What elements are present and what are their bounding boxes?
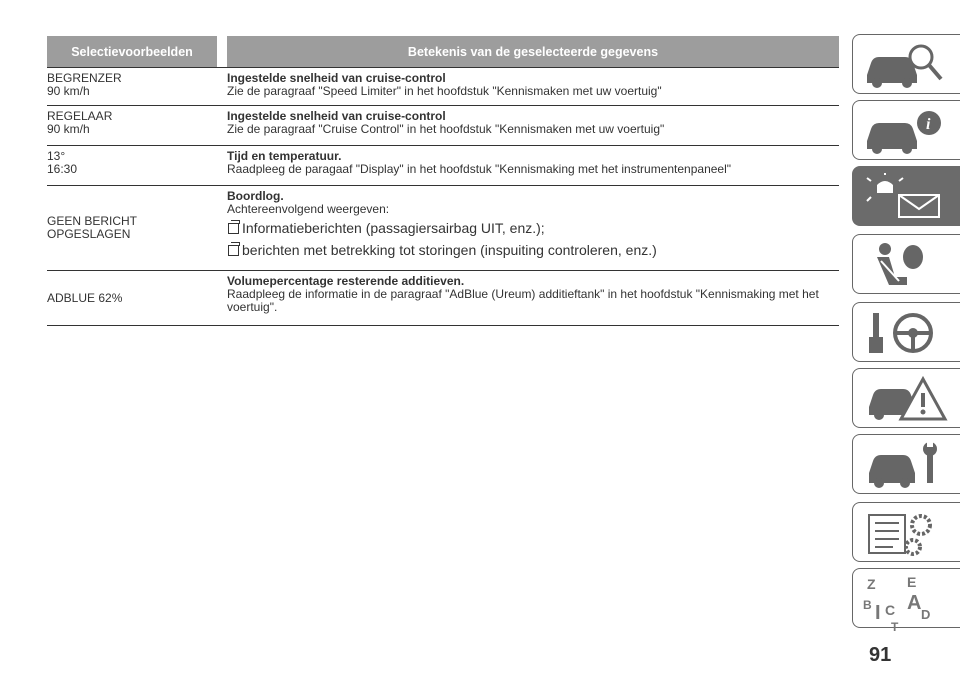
car-maintenance-wrench-icon [863,441,948,489]
table-row [47,106,839,146]
tab-maintenance[interactable] [852,434,960,494]
row-meaning [227,146,839,185]
tab-specifications[interactable] [852,502,960,562]
list-item: Informatieberichten (passagiersairbag UIT, enz.); [227,219,839,238]
row-meaning [227,106,839,145]
row-title: Ingestelde snelheid van cruise-control [227,109,446,123]
svg-text:I: I [875,602,881,624]
svg-text:E: E [907,575,917,590]
tab-warning-lights[interactable] [852,166,960,226]
row-selection: 13° 16:30 [47,149,78,176]
svg-text:i: i [926,116,931,133]
row-selection: GEEN BERICHT OPGESLAGEN [47,214,138,241]
header-selection-examples: Selectievoorbeelden [47,36,217,67]
warning-light-message-icon [863,173,948,221]
row-description: Zie de paragraaf "Speed Limiter" in het hoofdstuk "Kennismaken met uw voertuig" [227,84,662,98]
row-selection: BEGRENZER 90 km/h [47,71,122,98]
tab-emergency[interactable] [852,368,960,428]
specifications-gear-icon [863,509,948,557]
row-description: Achtereenvolgend weergeven: [227,202,390,216]
row-description: Raadpleeg de informatie in de paragraaf "AdBlue (Ureum) additieftank" in het hoofdstuk "Kennismaking met het voertuig". [227,287,819,314]
steering-wheel-key-icon [863,309,948,357]
svg-text:Z: Z [867,576,876,592]
svg-text:C: C [885,602,896,618]
car-breakdown-warning-icon [863,375,948,423]
car-info-icon [863,107,948,155]
car-search-icon [863,41,948,89]
info-table [47,36,839,326]
alphabetical-index-icon [863,575,948,631]
row-title: Volumepercentage resterende additieven. [227,274,465,288]
tab-safety[interactable] [852,234,960,294]
row-title: Ingestelde snelheid van cruise-control [227,71,446,85]
svg-text:B: B [863,598,872,612]
svg-text:T: T [891,620,899,631]
row-meaning [227,68,839,105]
table-row [47,186,839,271]
svg-text:A: A [907,592,922,614]
row-description: Raadpleeg de paragaaf "Display" in het hoofdstuk "Kennismaking met het instrumentenpaneel" [227,162,732,176]
header-meaning: Betekenis van de geselecteerde gegevens [227,36,839,67]
table-row [47,67,839,106]
list-item: berichten met betrekking tot storingen (inspuiting controleren, enz.) [227,241,839,260]
row-title: Boordlog. [227,189,284,203]
table-row [47,271,839,326]
row-meaning [227,186,839,270]
table-header [47,36,839,67]
tab-driving[interactable] [852,302,960,362]
row-description: Zie de paragraaf "Cruise Control" in het hoofdstuk "Kennismaken met uw voertuig" [227,122,665,136]
checkbox-bullet-icon [228,223,239,234]
row-selection: ADBLUE 62% [47,290,123,305]
table-row [47,146,839,186]
row-title: Tijd en temperatuur. [227,149,342,163]
checkbox-bullet-icon [228,245,239,256]
airbag-seat-icon [863,241,948,289]
svg-text:D: D [921,607,931,622]
row-selection: REGELAAR 90 km/h [47,109,113,136]
tab-index[interactable] [852,568,960,631]
tab-car-search[interactable] [852,34,960,94]
page-number: 91 [869,644,892,666]
tab-car-info[interactable] [852,100,960,160]
row-meaning [227,271,839,325]
